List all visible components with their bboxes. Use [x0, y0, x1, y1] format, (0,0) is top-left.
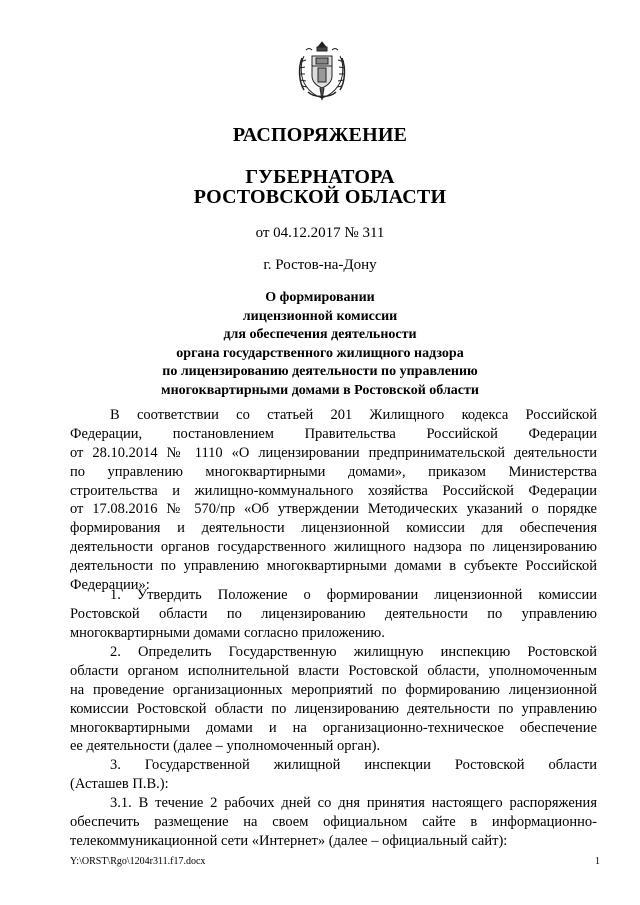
text-line: комиссии Ростовской области по лицензированию деятельности по управлению — [70, 700, 597, 717]
document-subject — [100, 289, 540, 400]
footer-page-number: 1 — [595, 856, 600, 867]
text-line: многоквартирными домами согласно приложению. — [70, 624, 385, 641]
item-1-paragraph — [70, 586, 597, 643]
text-line: области органом исполнительной власти Ростовской области, уполномоченным — [70, 662, 597, 679]
place-of-issue: г. Ростов-на-Дону — [263, 257, 377, 273]
item-3-1-paragraph — [70, 794, 597, 851]
footer-file-path: Y:\ORST\Rgo\1204r311.f17.docx — [70, 856, 206, 867]
date-and-number: от 04.12.2017 № 311 — [255, 225, 385, 241]
text-line: формирования и деятельности лицензионной комиссии для обеспечения — [70, 520, 597, 537]
subject-line: О формировании — [265, 290, 375, 305]
text-line: от 28.10.2014 № 1110 «О лицензировании предпринимательской деятельности — [70, 444, 597, 461]
text-line: Федерации»: — [70, 577, 150, 594]
text-line: 2. Определить Государственную жилищную инспекцию Ростовской — [110, 644, 597, 660]
issuer-title-line1: ГУБЕРНАТОРА — [245, 166, 395, 188]
text-line: (Асташев П.В.): — [70, 775, 169, 792]
text-line: 3.1. В течение 2 рабочих дней со дня принятия настоящего распоряжения — [110, 795, 597, 811]
text-line: В соответствии со статьей 201 Жилищного кодекса Российской — [110, 407, 597, 423]
text-line: Федерации, постановлением Правительства Российской Федерации — [70, 425, 597, 442]
item-2-paragraph — [70, 643, 597, 756]
text-line: 3. Государственной жилищной инспекции Ростовской области — [110, 757, 597, 773]
subject-line: многоквартирными домами в Ростовской области — [161, 382, 479, 398]
text-line: телекоммуникационной сети «Интернет» (далее – официальный сайт): — [70, 832, 508, 849]
text-line: на проведение организационных мероприятий по формированию лицензионной — [70, 681, 597, 698]
text-line: 1. Утвердить Положение о формировании лицензионной комиссии — [110, 587, 597, 603]
preamble-paragraph — [70, 406, 597, 595]
coat-of-arms-emblem — [296, 38, 348, 102]
issuer-title-line2: РОСТОВСКОЙ ОБЛАСТИ — [193, 186, 447, 208]
subject-line: по лицензированию деятельности по управлению — [162, 364, 478, 379]
subject-line: для обеспечения деятельности — [223, 327, 417, 342]
document-type-title: РАСПОРЯЖЕНИЕ — [232, 124, 408, 146]
item-3-paragraph — [70, 756, 597, 794]
text-line: Ростовской области по лицензированию деятельности по управлению — [70, 605, 597, 622]
text-line: по управлению многоквартирными домами», приказом Министерства — [70, 463, 597, 480]
text-line: многоквартирными домами и на организационно-техническое обеспечение — [70, 719, 597, 736]
text-line: деятельности по управлению многоквартирными домами в субъекте Российской — [70, 558, 597, 575]
subject-line: лицензионной комиссии — [242, 308, 398, 324]
text-line: деятельности органов государственного жилищного надзора по лицензированию — [70, 539, 597, 556]
text-line: строительства и жилищно-коммунального хозяйства Российской Федерации — [70, 482, 597, 499]
text-line: от 17.08.2016 № 570/пр «Об утверждении Методических указаний о порядке — [70, 501, 597, 518]
text-line: ее деятельности (далее – уполномоченный орган). — [70, 738, 381, 755]
subject-line: органа государственного жилищного надзора — [176, 345, 464, 361]
text-line: обеспечить размещение на своем официальном сайте в информационно- — [70, 813, 597, 830]
